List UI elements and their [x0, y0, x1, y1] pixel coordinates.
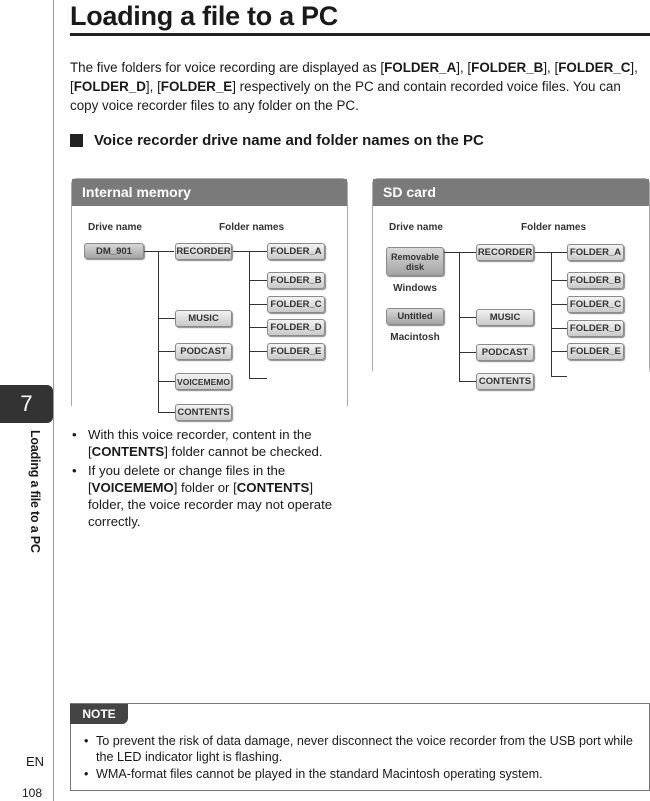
os-macintosh-label: Macintosh	[390, 332, 440, 343]
folder-music[interactable]: MUSIC	[175, 310, 232, 327]
list-item: • If you delete or change files in the [VOICEMEMO] folder or [CONTENTS] folder, the voice recorder may not operate correctly.	[72, 462, 347, 530]
drive-dm901[interactable]: DM_901	[84, 243, 144, 259]
list-item: • WMA-format files cannot be played in the standard Macintosh operating system.	[84, 766, 634, 782]
connector	[158, 351, 175, 352]
folder-d[interactable]: FOLDER_D	[267, 319, 325, 336]
page-title: Loading a file to a PC	[70, 1, 338, 31]
connector	[459, 352, 476, 353]
folder-c[interactable]: FOLDER_C	[267, 296, 325, 313]
folder-c[interactable]: FOLDER_C	[567, 296, 624, 313]
chapter-number-tab[interactable]: 7	[0, 385, 53, 423]
title-rule	[70, 33, 650, 36]
chapter-title-vertical: Loading a file to a PC	[28, 430, 42, 553]
list-item: • With this voice recorder, content in the [CONTENTS] folder cannot be checked.	[72, 426, 347, 460]
folder-music[interactable]: MUSIC	[476, 309, 534, 326]
caution-list	[72, 426, 347, 532]
drive-removable-disk[interactable]: Removable disk	[386, 247, 444, 276]
page-number: 108	[22, 786, 43, 800]
sidebar-divider	[53, 0, 54, 801]
connector	[249, 327, 267, 328]
drive-name-header: Drive name	[389, 222, 443, 233]
note-list	[84, 733, 634, 783]
connector	[249, 251, 250, 378]
folder-names-header: Folder names	[219, 222, 285, 233]
folder-podcast[interactable]: PODCAST	[175, 343, 232, 360]
internal-memory-panel	[71, 178, 348, 418]
connector	[459, 381, 476, 382]
connector	[551, 252, 552, 376]
os-windows-label: Windows	[393, 283, 437, 294]
folder-a[interactable]: FOLDER_A	[267, 243, 325, 260]
list-item: • To prevent the risk of data damage, never disconnect the voice recorder from the USB port while the LED indicator light is flashing.	[84, 733, 634, 765]
sd-card-panel	[372, 178, 650, 387]
connector	[158, 318, 175, 319]
connector	[551, 280, 567, 281]
sd-card-title: SD card	[373, 179, 649, 206]
drive-untitled[interactable]: Untitled	[386, 308, 444, 325]
folder-a[interactable]: FOLDER_A	[567, 244, 624, 261]
section-heading: Voice recorder drive name and folder names on the PC	[70, 132, 484, 149]
connector	[249, 351, 267, 352]
folder-names-header: Folder names	[521, 222, 587, 233]
connector	[551, 376, 567, 377]
intro-paragraph: The five folders for voice recording are displayed as [FOLDER_A], [FOLDER_B], [FOLDER_C], [FOLDER_D], [FOLDER_E] respectively on the PC and contain recorded voice files. You can copy voice recorder files to any folder on the PC.	[70, 60, 638, 113]
connector	[249, 304, 267, 305]
folder-recorder[interactable]: RECORDER	[476, 244, 534, 261]
connector	[158, 412, 175, 413]
connector	[158, 381, 175, 382]
connector	[444, 252, 476, 253]
folder-podcast[interactable]: PODCAST	[476, 344, 534, 361]
folder-e[interactable]: FOLDER_E	[267, 343, 325, 360]
folder-recorder[interactable]: RECORDER	[175, 243, 232, 260]
connector	[158, 251, 159, 412]
connector	[459, 317, 476, 318]
connector	[551, 328, 567, 329]
note-tag: NOTE	[70, 704, 128, 724]
folder-e[interactable]: FOLDER_E	[567, 343, 624, 360]
connector	[144, 251, 174, 252]
connector	[551, 304, 567, 305]
folder-contents[interactable]: CONTENTS	[175, 404, 232, 421]
folder-b[interactable]: FOLDER_B	[567, 272, 624, 289]
folder-b[interactable]: FOLDER_B	[267, 272, 325, 289]
language-label: EN	[26, 754, 45, 769]
folder-d[interactable]: FOLDER_D	[567, 320, 624, 337]
connector	[249, 280, 267, 281]
internal-memory-title: Internal memory	[72, 179, 347, 206]
connector	[249, 378, 267, 379]
connector	[551, 351, 567, 352]
sd-card-diagram	[373, 206, 649, 387]
folder-contents[interactable]: CONTENTS	[476, 373, 534, 390]
square-bullet-icon	[70, 134, 83, 147]
folder-voicememo[interactable]: VOICEMEMO	[175, 373, 232, 390]
drive-name-header: Drive name	[88, 222, 142, 233]
internal-memory-diagram	[72, 206, 347, 418]
